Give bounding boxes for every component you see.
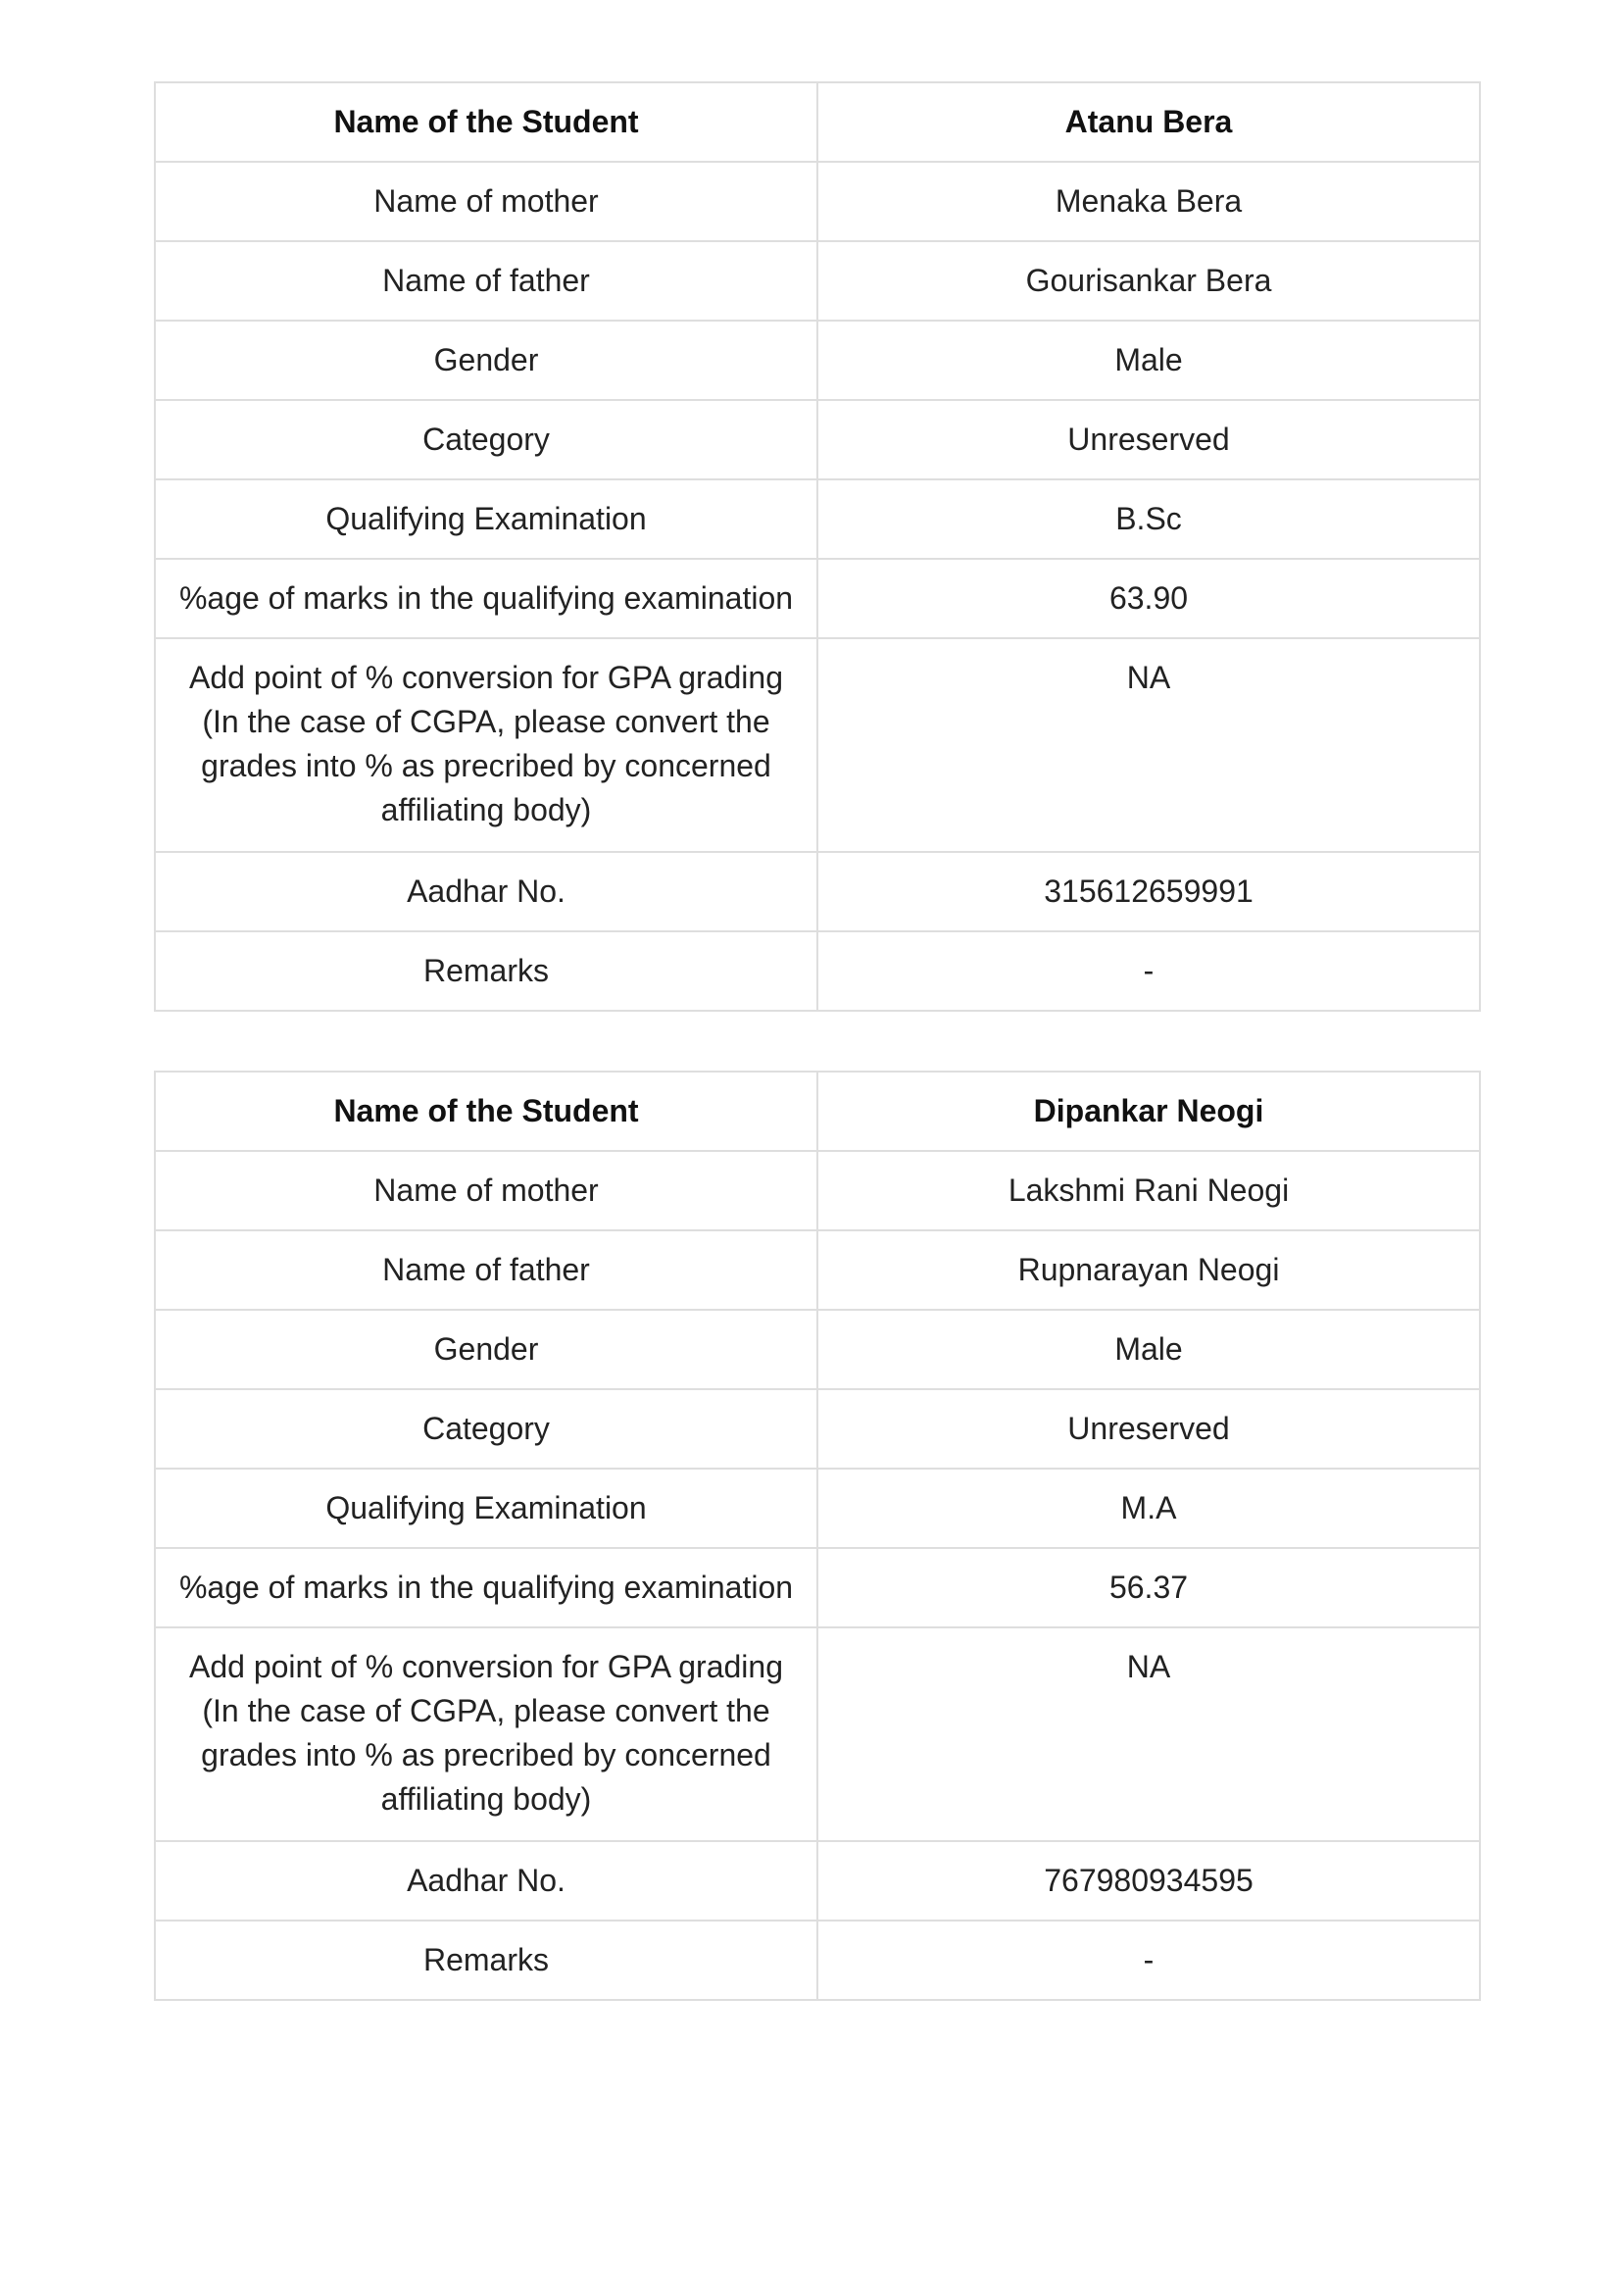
qualifying-exam-row [155,1469,1480,1548]
qualifying-exam-row [155,479,1480,559]
field-value: Gourisankar Bera [817,241,1480,321]
field-value: M.A [817,1469,1480,1548]
field-label: Qualifying Examination [155,479,817,559]
father-name-row [155,241,1480,321]
field-label: Remarks [155,931,817,1011]
gender-row [155,1310,1480,1389]
field-value: B.Sc [817,479,1480,559]
field-value: - [817,931,1480,1011]
aadhar-row [155,852,1480,931]
field-value: NA [817,638,1480,852]
field-value: Male [817,321,1480,400]
field-value: Menaka Bera [817,162,1480,241]
student-name-label: Name of the Student [155,82,817,162]
field-label: %age of marks in the qualifying examination [155,1548,817,1627]
field-value: Lakshmi Rani Neogi [817,1151,1480,1230]
field-label: Name of father [155,1230,817,1310]
marks-percentage-row [155,1548,1480,1627]
field-label: Gender [155,321,817,400]
field-value: - [817,1921,1480,2000]
student-name-label: Name of the Student [155,1072,817,1151]
student-name-row [155,82,1480,162]
field-label: Add point of % conversion for GPA grading (In the case of CGPA, please convert the grades into % as precribed by concerned affiliating body) [155,638,817,852]
field-label: Gender [155,1310,817,1389]
mother-name-row [155,1151,1480,1230]
remarks-row [155,1921,1480,2000]
field-label: Remarks [155,1921,817,2000]
field-value: 767980934595 [817,1841,1480,1921]
marks-percentage-row [155,559,1480,638]
field-label: Name of mother [155,1151,817,1230]
aadhar-row [155,1841,1480,1921]
gender-row [155,321,1480,400]
field-label: Name of father [155,241,817,321]
gpa-conversion-row [155,638,1480,852]
field-label: Qualifying Examination [155,1469,817,1548]
gpa-conversion-row [155,1627,1480,1841]
field-label: Name of mother [155,162,817,241]
field-label: Aadhar No. [155,852,817,931]
field-value: 56.37 [817,1548,1480,1627]
field-label: Aadhar No. [155,1841,817,1921]
student-name-row [155,1072,1480,1151]
field-value: Male [817,1310,1480,1389]
field-label: %age of marks in the qualifying examination [155,559,817,638]
student-name-value: Atanu Bera [817,82,1480,162]
field-value: Rupnarayan Neogi [817,1230,1480,1310]
field-label: Category [155,400,817,479]
student-name-value: Dipankar Neogi [817,1072,1480,1151]
remarks-row [155,931,1480,1011]
field-value: Unreserved [817,400,1480,479]
field-label: Add point of % conversion for GPA grading (In the case of CGPA, please convert the grades into % as precribed by concerned affiliating body) [155,1627,817,1841]
student-record-table [154,1071,1481,2001]
field-value: NA [817,1627,1480,1841]
student-record-table [154,81,1481,1012]
field-value: Unreserved [817,1389,1480,1469]
father-name-row [155,1230,1480,1310]
mother-name-row [155,162,1480,241]
field-label: Category [155,1389,817,1469]
field-value: 63.90 [817,559,1480,638]
category-row [155,1389,1480,1469]
category-row [155,400,1480,479]
field-value: 315612659991 [817,852,1480,931]
